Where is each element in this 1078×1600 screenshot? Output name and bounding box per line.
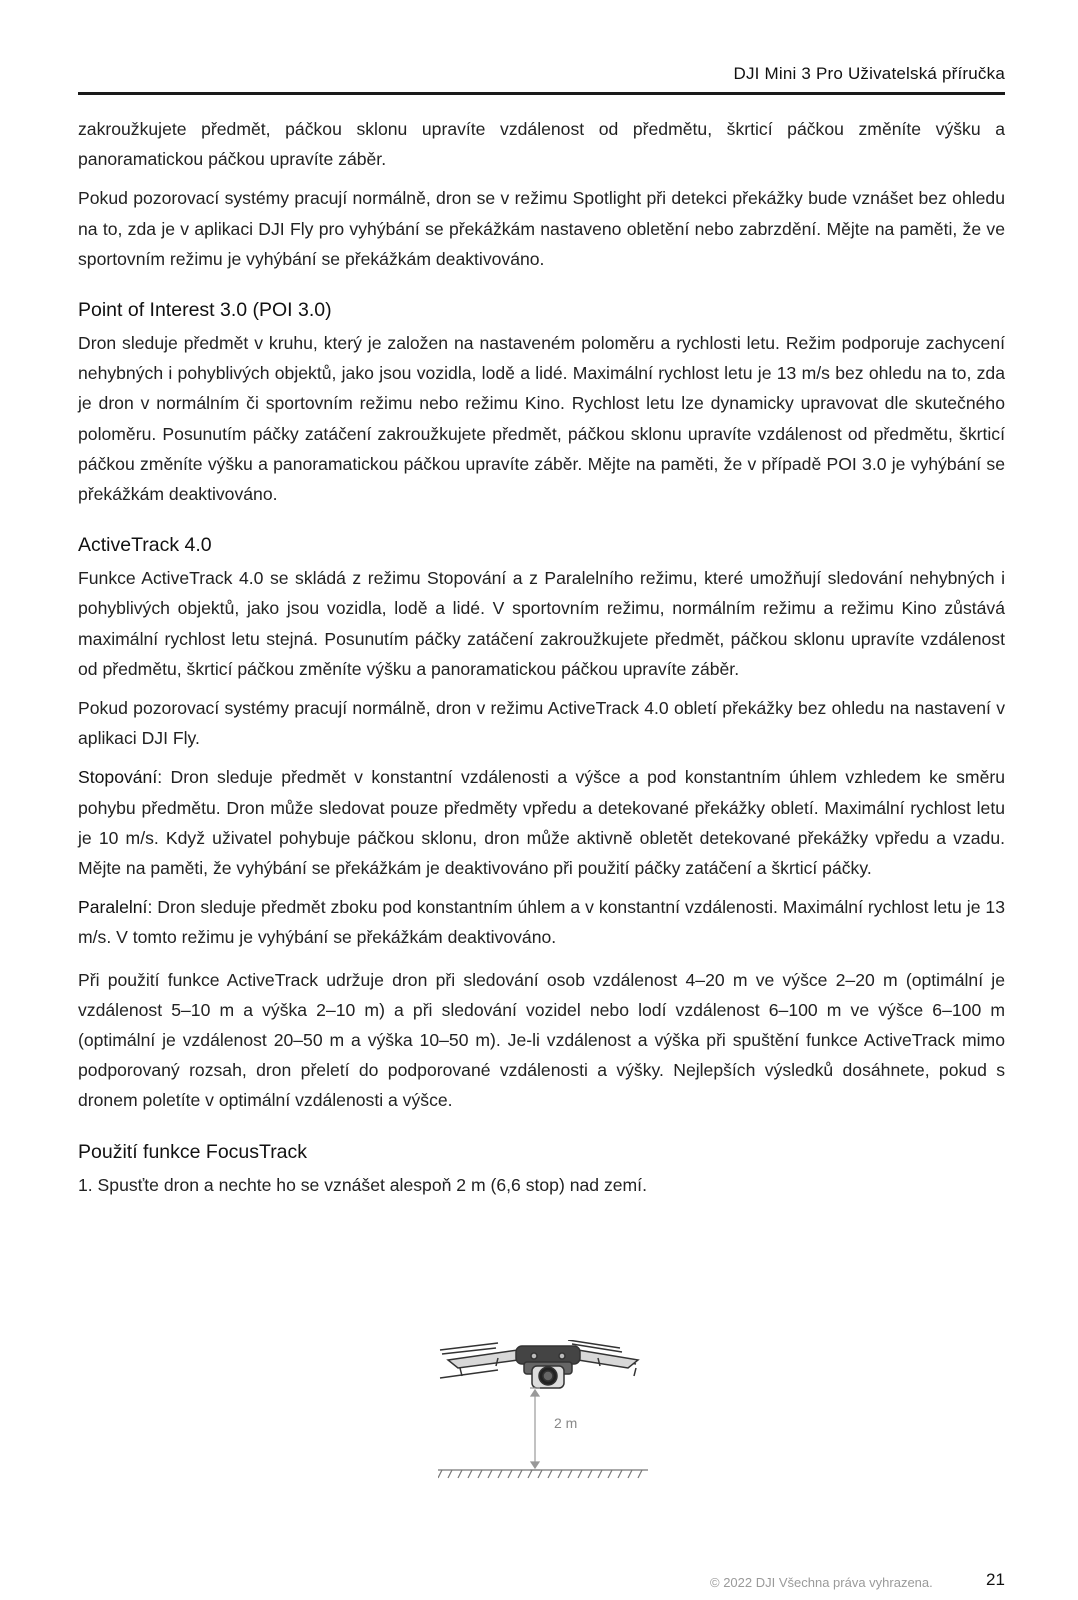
paragraph: Pokud pozorovací systémy pracují normálně, dron v režimu ActiveTrack 4.0 obletí překážky bez ohledu na nastavení v aplikaci DJI Fly. xyxy=(78,698,1005,749)
height-label: 2 m xyxy=(554,1415,578,1431)
paragraph: Pokud pozorovací systémy pracují normálně, dron se v režimu Spotlight při detekci překážky bude vznášet bez ohledu na to, zda je v aplikaci DJI Fly pro vyhýbání se překážkám nastaveno obletění nebo zabrzdění. Mějte na paměti, že ve sportovním režimu je vyhýbání se překážkám deaktivováno. xyxy=(78,188,1005,269)
paragraph: Dron sleduje předmět v kruhu, který je založen na nastaveném poloměru a rychlosti letu. Režim podporuje zachycení nehybných i pohyblivých objektů, jako jsou vozidla, lodě a lidé. Maximální rychlost letu je 13 m/s bez ohledu na to, zda je dron v normálním či sportovním režimu nebo režimu Kino. Rychlost letu lze dynamicky upravovat dle skutečného poloměru. Posunutím páčky zatáčení zakroužkujete předmět, páčkou sklonu upravíte vzdálenost od předmětu, škrticí páčkou změníte výšku a panoramatickou páčkou upravíte záběr. Mějte na paměti, že v případě POI 3.0 je vyhýbání se překážkám deaktivováno. xyxy=(78,333,1005,505)
header-title: DJI Mini 3 Pro Uživatelská příručka xyxy=(733,64,1005,83)
paragraph: Při použití funkce ActiveTrack udržuje dron při sledování osob vzdálenost 4–20 m ve výšce 2–20 m (optimální je vzdálenost 5–10 m a výška 2–10 m) a při sledování vozidel nebo lodí vzdálenost 6–100 m ve výšce 6–100 m (optimální je vzdálenost 20–50 m a výška 10–50 m). Je-li vzdálenost a výška při spuštění funkce ActiveTrack mimo podporovaný rozsah, dron přeletí do podporované vzdálenosti a výšky. Nejlepších výsledků dosáhnete, pokud s dronem poletíte v optimální vzdálenosti a výšce. xyxy=(78,969,1005,1111)
paragraph-text: Dron sleduje předmět zboku pod konstantním úhlem a v konstantní vzdálenosti. Maximální rychlost letu je 13 m/s. V tomto režimu je vyhýbání se překážkám deaktivováno. xyxy=(78,897,1005,948)
paragraph: zakroužkujete předmět, páčkou sklonu upravíte vzdálenost od předmětu, škrticí páčkou změníte výšku a panoramatickou páčkou upravíte záběr. xyxy=(78,119,1005,170)
term-stopovani: Stopování: xyxy=(78,767,163,788)
paragraph-text: Dron sleduje předmět v konstantní vzdálenosti a výšce a pod konstantním úhlem vzhledem ke směru pohybu předmětu. Dron může sledovat pouze předměty vpředu a detekované překážky obletí. Maximální rychlost letu je 10 m/s. Když uživatel pohybuje páčkou sklonu, dron může aktivně obletět detekované překážky vpředu a vzadu. Mějte na paměti, že vyhýbání se překážkám je deaktivováno při použití páčky zatáčení a škrticí páčky. xyxy=(78,767,1005,879)
paragraph-paralelni xyxy=(78,892,1005,952)
section-heading-poi: Point of Interest 3.0 (POI 3.0) xyxy=(78,299,332,322)
page-header xyxy=(78,60,1005,95)
copyright-notice: © 2022 DJI Všechna práva vyhrazena. xyxy=(710,1575,933,1590)
page-number: 21 xyxy=(986,1570,1005,1589)
paragraph-stopovani xyxy=(78,762,1005,883)
drone-hover-figure xyxy=(438,1340,658,1515)
paragraph: Funkce ActiveTrack 4.0 se skládá z režimu Stopování a z Paralelního režimu, které umožňují sledování nehybných i pohyblivých objektů, jako jsou vozidla, lodě a lidé. V sportovním režimu, normálním režimu a režimu Kino zůstává maximální rychlost letu stejná. Posunutím páčky zatáčení zakroužkujete předmět, páčkou sklonu upravíte vzdálenost od předmětu, škrticí páčkou změníte výšku a panoramatickou páčkou upravíte záběr. xyxy=(78,568,1005,679)
section-heading-activetrack: ActiveTrack 4.0 xyxy=(78,534,212,557)
term-paralelni: Paralelní: xyxy=(78,897,153,918)
section-heading-focustrack: Použití funkce FocusTrack xyxy=(78,1140,308,1163)
drone-hover-illustration-icon xyxy=(438,1340,658,1515)
main-content xyxy=(78,114,1005,1200)
step-1: 1. Spusťte dron a nechte ho se vznášet alespoň 2 m (6,6 stop) nad zemí. xyxy=(78,1174,647,1195)
